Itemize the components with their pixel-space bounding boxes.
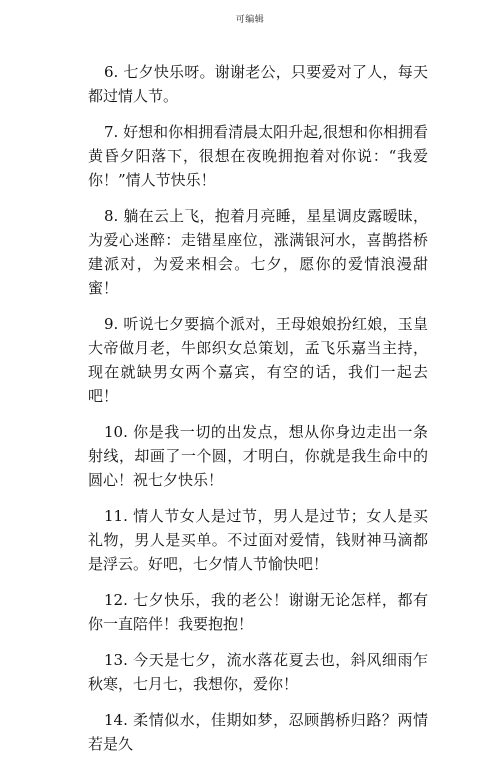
paragraph-8: 8. 躺在云上飞，抱着月亮睡，星星调皮露暧昧，为爱心迷醉：走错星座位，涨满银河水，喜鹊搭桥建派对，为爱来相会。七夕，愿你的爱情浪漫甜蜜！	[88, 207, 428, 297]
paragraph-10: 10. 你是我一切的出发点，想从你身边走出一条射线，却画了一个圆，才明白，你就是我生命中的圆心！祝七夕快乐！	[88, 423, 428, 489]
paragraph-7: 7. 好想和你相拥看清晨太阳升起,很想和你相拥看黄昏夕阳落下，很想在夜晚拥抱着对你说：“我爱你！”情人节快乐！	[88, 123, 428, 189]
page-header: 可编辑	[235, 15, 265, 25]
document-body	[88, 60, 428, 768]
paragraph-11: 11. 情人节女人是过节，男人是过节；女人是买礼物，男人是买单。不过面对爱情，钱财神马滴都是浮云。好吧，七夕情人节愉快吧！	[88, 507, 428, 573]
paragraph-9: 9. 听说七夕要搞个派对，王母娘娘扮红娘，玉皇大帝做月老，牛郎织女总策划，孟飞乐嘉当主持，现在就缺男女两个嘉宾，有空的话，我们一起去吧！	[88, 315, 428, 405]
paragraph-13: 13. 今天是七夕，流水落花夏去也，斜风细雨乍秋寒，七月七，我想你，爱你！	[88, 651, 428, 693]
paragraph-14: 14. 柔情似水，佳期如梦，忍顾鹊桥归路？两情若是久	[88, 711, 428, 753]
paragraph-12: 12. 七夕快乐，我的老公！谢谢无论怎样，都有你一直陪伴！我要抱抱！	[88, 591, 428, 633]
paragraph-6: 6. 七夕快乐呀。谢谢老公，只要爱对了人，每天都过情人节。	[88, 63, 428, 105]
